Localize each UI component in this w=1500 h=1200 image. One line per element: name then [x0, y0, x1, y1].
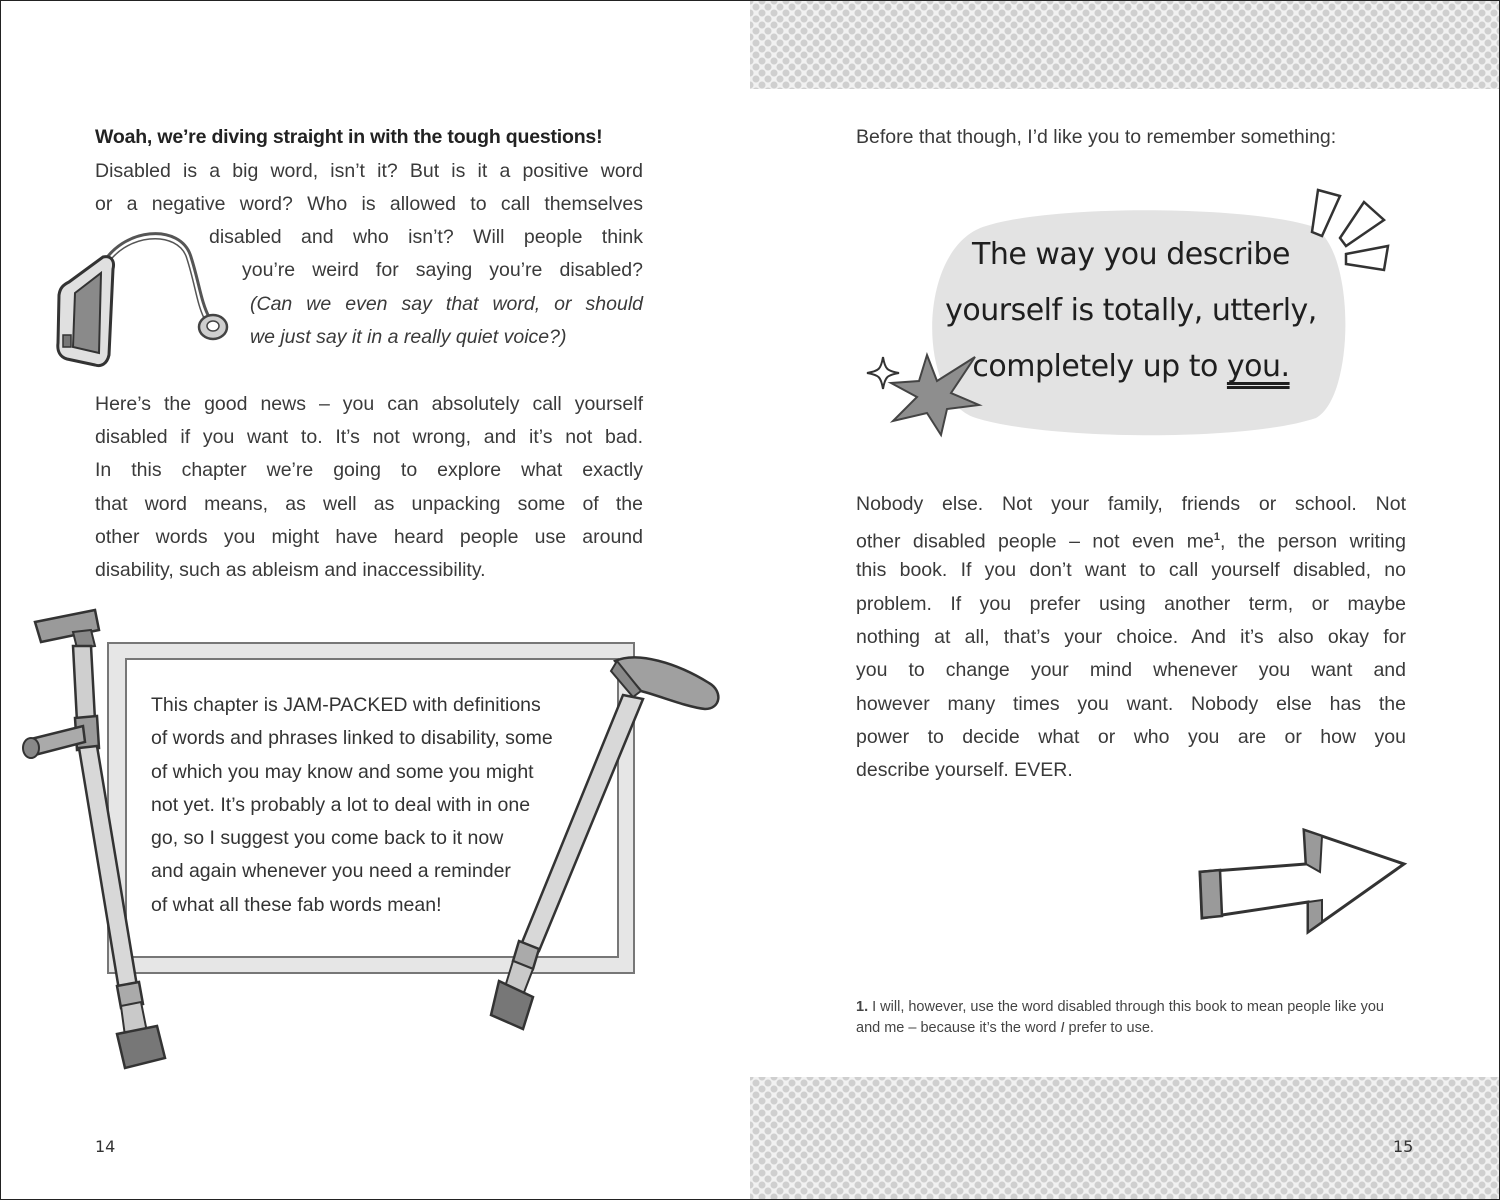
- left-page: [1, 1, 750, 1199]
- intro-line: Disabled is a big word, isn’t it? But is it a positive word: [95, 160, 643, 182]
- note-line: of which you may know and some you might: [151, 760, 534, 783]
- paragraph-line-tail: , the person writing: [1220, 530, 1406, 553]
- footnote-number: 1.: [856, 999, 869, 1015]
- footnote-text-end: prefer to use.: [1064, 1020, 1154, 1036]
- note-line: of what all these fab words mean!: [151, 893, 442, 916]
- intro-line: disabled and who isn’t? Will people think: [209, 226, 643, 248]
- quote-line: yourself is totally, utterly,: [945, 293, 1317, 328]
- quote-line-text: completely up to: [972, 349, 1227, 384]
- paragraph-line: Here’s the good news – you can absolutely call yourself: [95, 393, 643, 415]
- footnote-text: I will, however, use the word disabled through this book to mean people like you and me – because it’s the word: [856, 999, 1384, 1036]
- paragraph-line: nothing at all, that’s your choice. And it’s also okay for: [856, 626, 1406, 648]
- note-line: and again whenever you need a reminder: [151, 860, 511, 883]
- paragraph-line: disability, such as ableism and inaccessibility.: [95, 559, 486, 581]
- paragraph-line: you to change your mind whenever you want and: [856, 659, 1406, 681]
- quote-emphasis: you.: [1226, 349, 1290, 384]
- note-line: not yet. It’s probably a lot to deal with in one: [151, 793, 531, 816]
- walking-cane-icon: [487, 651, 727, 1071]
- footnote-marker: 1: [1213, 531, 1221, 543]
- paragraph-line-text: other disabled people – not even me: [856, 530, 1214, 553]
- intro-italic-line: (Can we even say that word, or should: [250, 293, 643, 315]
- intro-line: or a negative word? Who is allowed to call themselves: [95, 193, 643, 215]
- intro-line: you’re weird for saying you’re disabled?: [242, 259, 643, 281]
- paragraph-line: however many times you want. Nobody else has the: [856, 693, 1406, 715]
- paragraph-line: that word means, as well as unpacking some of the: [95, 493, 643, 515]
- paragraph-line: problem. If you prefer using another term, or maybe: [856, 593, 1406, 615]
- note-line: This chapter is JAM-PACKED with definitions: [151, 694, 541, 716]
- dot-pattern-top: [750, 1, 1499, 89]
- dot-pattern-bottom: [750, 1077, 1499, 1199]
- footnote-italic: I: [1060, 1020, 1065, 1036]
- paragraph-line: Nobody else. Not your family, friends or school. Not: [856, 493, 1406, 515]
- lead-in: Before that though, I’d like you to remember something:: [856, 126, 1337, 148]
- paragraph-line: disabled if you want to. It’s not wrong, and it’s not bad.: [95, 426, 643, 448]
- arrow-right-icon: [1196, 826, 1411, 936]
- footnote: [856, 997, 1412, 1039]
- note-line: go, so I suggest you come back to it now: [151, 827, 504, 850]
- intro-italic-line: we just say it in a really quiet voice?): [250, 326, 567, 348]
- paragraph-line: power to decide what or who you are or how you: [856, 726, 1406, 748]
- paragraph-line: In this chapter we’re going to explore what exactly: [95, 459, 643, 481]
- intro-lead: Woah, we’re diving straight in with the tough questions!: [95, 126, 603, 148]
- hearing-aid-icon: [51, 227, 231, 372]
- page-number-right: 15: [1393, 1137, 1414, 1156]
- crutch-icon: [21, 606, 181, 1071]
- note-line: of words and phrases linked to disability, some: [151, 727, 553, 750]
- sparkle-icon: [865, 355, 901, 391]
- page-number-left: 14: [95, 1137, 116, 1156]
- paragraph-line: this book. If you don’t want to call yourself disabled, no: [856, 559, 1406, 581]
- quote-line: The way you describe: [972, 237, 1290, 272]
- paragraph-line: other words you might have heard people use around: [95, 526, 643, 548]
- paragraph-line: describe yourself. EVER.: [856, 759, 1073, 781]
- quote-line-3: [931, 349, 1331, 384]
